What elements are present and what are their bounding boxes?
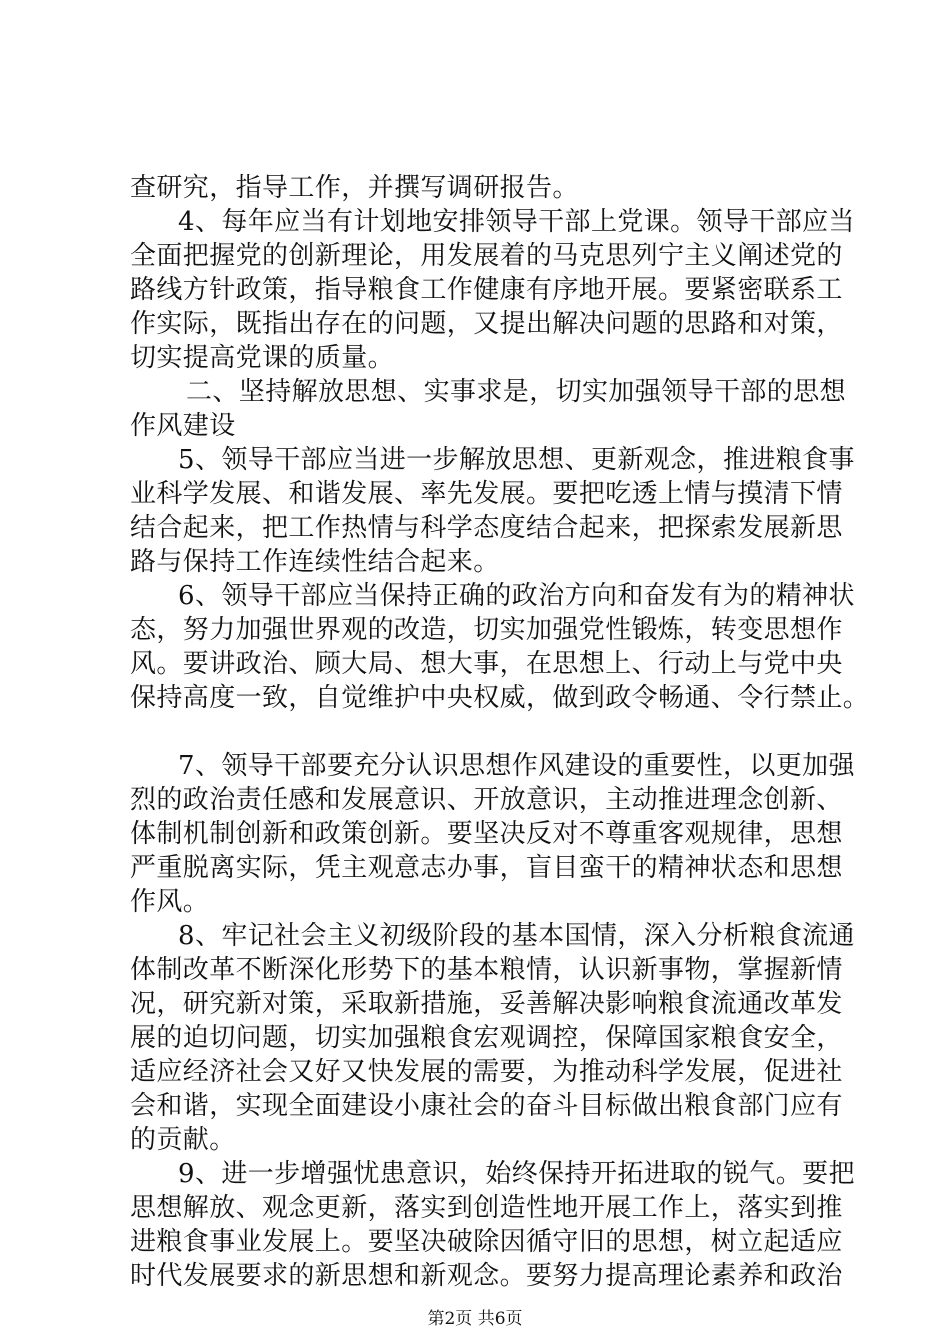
text-line: 烈的政治责任感和发展意识、开放意识，主动推进理念创新、: [130, 785, 843, 815]
section-heading: 作风建设: [130, 411, 236, 441]
text-line: 5、领导干部应当进一步解放思想、更新观念，推进粮食事: [178, 445, 855, 475]
text-line: 适应经济社会又好又快发展的需要，为推动科学发展，促进社: [130, 1057, 843, 1087]
text-line: 6、领导干部应当保持正确的政治方向和奋发有为的精神状: [178, 581, 855, 611]
text-line: 展的迫切问题，切实加强粮食宏观调控，保障国家粮食安全，: [130, 1023, 843, 1053]
text-line: 体制机制创新和政策创新。要坚决反对不尊重客观规律，思想: [130, 819, 843, 849]
text-line: 态，努力加强世界观的改造，切实加强党性锻炼，转变思想作: [130, 615, 843, 645]
text-line: 路与保持工作连续性结合起来。: [130, 547, 500, 577]
section-heading: 二、坚持解放思想、实事求是，切实加强领导干部的思想: [186, 377, 847, 407]
text-line: 的贡献。: [130, 1125, 236, 1155]
text-line: 8、牢记社会主义初级阶段的基本国情，深入分析粮食流通: [178, 921, 855, 951]
text-line: 会和谐，实现全面建设小康社会的奋斗目标做出粮食部门应有: [130, 1091, 843, 1121]
text-line: 风。要讲政治、顾大局、想大事，在思想上、行动上与党中央: [130, 649, 843, 679]
text-line: 全面把握党的创新理论，用发展着的马克思列宁主义阐述党的: [130, 241, 843, 271]
text-line: 切实提高党课的质量。: [130, 343, 395, 373]
text-line: 7、领导干部要充分认识思想作风建设的重要性，以更加强: [178, 751, 855, 781]
text-line: 思想解放、观念更新，落实到创造性地开展工作上，落实到推: [130, 1193, 843, 1223]
text-line: 9、进一步增强忧患意识，始终保持开拓进取的锐气。要把: [178, 1159, 855, 1189]
text-line: 时代发展要求的新思想和新观念。要努力提高理论素养和政治: [130, 1261, 843, 1291]
text-line: 业科学发展、和谐发展、率先发展。要把吃透上情与摸清下情: [130, 479, 843, 509]
text-line: 路线方针政策，指导粮食工作健康有序地开展。要紧密联系工: [130, 275, 843, 305]
text-line: 况，研究新对策，采取新措施，妥善解决影响粮食流通改革发: [130, 989, 843, 1019]
text-line: 体制改革不断深化形势下的基本粮情，认识新事物，掌握新情: [130, 955, 843, 985]
page-number-footer: 第2页 共6页: [427, 1309, 523, 1329]
text-line: 严重脱离实际，凭主观意志办事，盲目蛮干的精神状态和思想: [130, 853, 843, 883]
text-line: 4、每年应当有计划地安排领导干部上党课。领导干部应当: [178, 207, 855, 237]
text-line: 保持高度一致，自觉维护中央权威，做到政令畅通、令行禁止。: [130, 683, 870, 713]
text-line: 作风。: [130, 887, 210, 917]
text-line: 结合起来，把工作热情与科学态度结合起来，把探索发展新思: [130, 513, 843, 543]
text-line: 进粮食事业发展上。要坚决破除因循守旧的思想，树立起适应: [130, 1227, 843, 1257]
text-line: 查研究，指导工作，并撰写调研报告。: [130, 173, 579, 203]
text-line: 作实际，既指出存在的问题，又提出解决问题的思路和对策，: [130, 309, 843, 339]
